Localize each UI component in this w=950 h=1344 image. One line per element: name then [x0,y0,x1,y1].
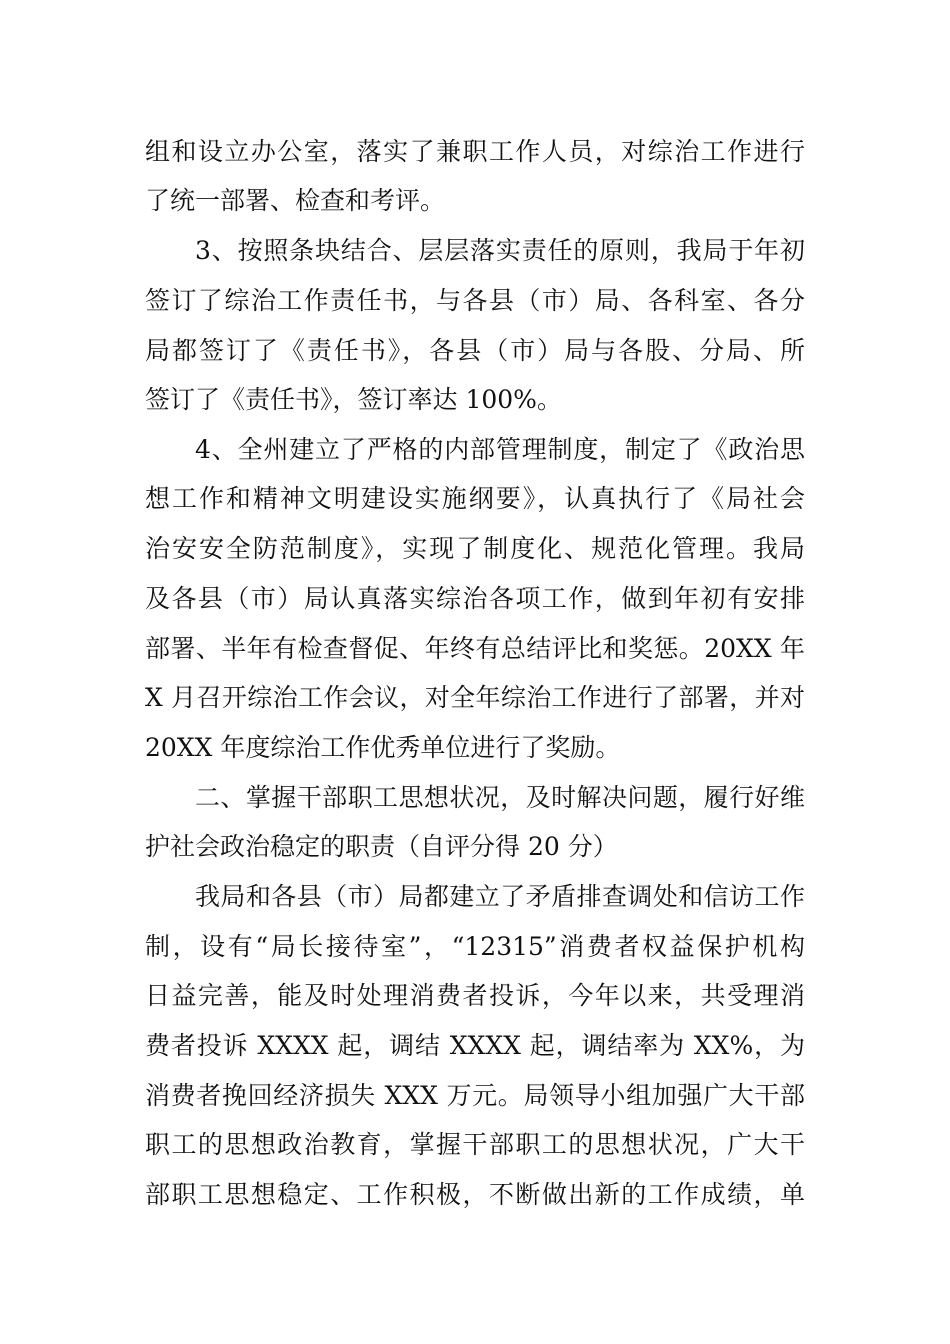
text-line: 3、按照条块结合、层层落实责任的原则，我局于年初 [195,236,805,265]
text-line: 部署、半年有检查督促、年终有总结评比和奖惩。20XX 年 [145,634,805,663]
text-line: 治安安全防范制度》，实现了制度化、规范化管理。我局 [145,534,805,563]
text-line: 部职工思想稳定、工作积极，不断做出新的工作成绩，单 [145,1180,805,1209]
text-line: 了统一部署、检查和考评。 [145,186,446,215]
text-line: 4、全州建立了严格的内部管理制度，制定了《政治思 [195,435,805,464]
text-line: 及各县（市）局认真落实综治各项工作，做到年初有安排 [145,584,805,613]
text-line: 消费者挽回经济损失 XXX 万元。局领导小组加强广大干部 [145,1081,805,1110]
text-line: 我局和各县（市）局都建立了矛盾排查调处和信访工作 [195,882,805,911]
text-line: X 月召开综治工作会议，对全年综治工作进行了部署，并对 [145,683,805,712]
section-heading: 二、掌握干部职工思想状况，及时解决问题，履行好维 [195,783,805,812]
text-line: 职工的思想政治教育，掌握干部职工的思想状况，广大干 [145,1130,805,1159]
text-line: 局都签订了《责任书》，各县（市）局与各股、分局、所 [145,336,805,365]
text-line: 组和设立办公室，落实了兼职工作人员，对综治工作进行 [145,137,805,166]
text-line: 想工作和精神文明建设实施纲要》，认真执行了《局社会 [145,484,805,513]
text-line: 制，设有“局长接待室”，“12315”消费者权益保护机构 [145,932,805,961]
text-line: 费者投诉 XXXX 起，调结 XXXX 起，调结率为 XX%，为 [145,1031,805,1060]
text-line: 签订了《责任书》，签订率达 100%。 [145,385,562,414]
text-line: 日益完善，能及时处理消费者投诉，今年以来，共受理消 [145,981,805,1010]
text-line: 签订了综治工作责任书，与各县（市）局、各科室、各分 [145,286,805,315]
text-line: 20XX 年度综治工作优秀单位进行了奖励。 [145,733,621,762]
section-heading: 护社会政治稳定的职责（自评分得 20 分） [145,832,618,861]
